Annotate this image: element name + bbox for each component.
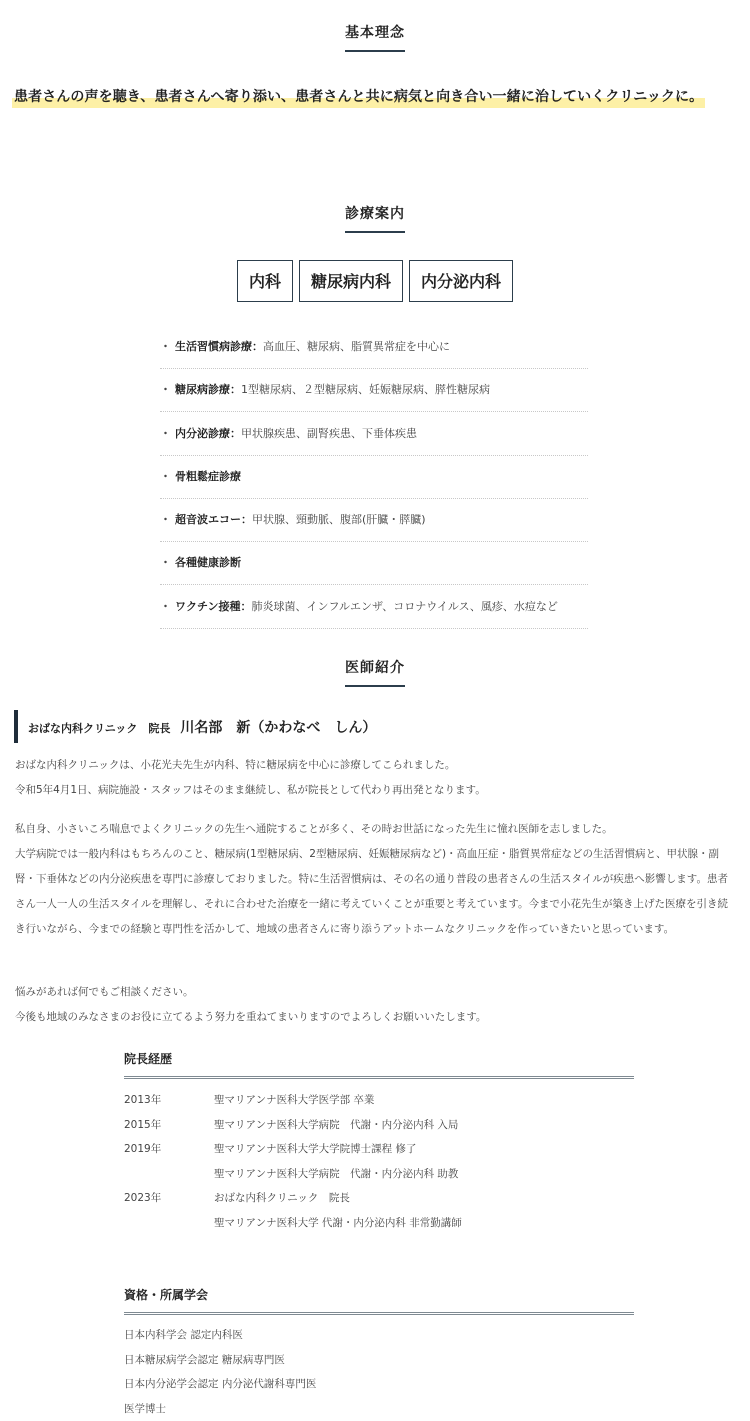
doctor-name: 川名部 新（かわなべ しん） xyxy=(180,720,376,736)
career-section xyxy=(124,1050,634,1235)
philosophy-title: 基本理念 xyxy=(0,22,750,52)
qualification-section xyxy=(124,1286,634,1421)
career-row: 2015年 聖マリアンナ医科大学病院 代謝・内分泌内科 入局 xyxy=(124,1113,634,1138)
qualification-title: 資格・所属学会 xyxy=(124,1286,634,1315)
dept-diabetes: 糖尿病内科 xyxy=(299,260,403,302)
career-row: 2019年 聖マリアンナ医科大学大学院博士課程 修了 xyxy=(124,1137,634,1162)
doctor-story xyxy=(15,817,735,942)
philosophy-text: 患者さんの声を聴き、患者さんへ寄り添い、患者さんと共に病気と向き合い一緒に治していくクリニックに。 xyxy=(12,86,705,108)
doctor-heading xyxy=(14,710,376,743)
qualification-item: 日本内科学会 認定内科医 xyxy=(124,1323,634,1348)
service-item: ・ 各種健康診断 xyxy=(160,543,588,585)
services-title: 診療案内 xyxy=(0,203,750,233)
career-row: 聖マリアンナ医科大学病院 代謝・内分泌内科 助教 xyxy=(124,1162,634,1187)
qualification-item: 日本内分泌学会認定 内分泌代謝科専門医 xyxy=(124,1372,634,1397)
story-line: 大学病院では一般内科はもちろんのこと、糖尿病(1型糖尿病、2型糖尿病、妊娠糖尿病など)・高血圧症・脂質異常症などの生活習慣病と、甲状腺・副腎・下垂体などの内分泌疾患を専門に診療しておりました。特に生活習慣病は、その名の通り普段の患者さんの生活スタイルが疾患へ影響します。患者さん一人一人の生活スタイルを理解し、それに合わせた治療を一緒に考えていくことが重要と考えています。今まで小花先生が築き上げた医療を引き続き行いながら、今までの経験と専門性を活かして、地域の患者さんに寄り添うアットホームなクリニックを作っていきたいと思っています。 xyxy=(15,842,735,942)
intro-line: おばな内科クリニックは、小花光夫先生が内科、特に糖尿病を中心に診療してこられました。 xyxy=(15,753,735,778)
career-title: 院長経歴 xyxy=(124,1050,634,1079)
career-row: 聖マリアンナ医科大学 代謝・内分泌内科 非常勤講師 xyxy=(124,1211,634,1236)
doctor-closing xyxy=(15,980,735,1030)
doctor-title: 医師紹介 xyxy=(0,657,750,687)
dept-internal-medicine: 内科 xyxy=(237,260,293,302)
dept-endocrinology: 内分泌内科 xyxy=(409,260,513,302)
closing-line: 今後も地域のみなさまのお役に立てるよう努力を重ねてまいりますのでよろしくお願いいたします。 xyxy=(15,1005,735,1030)
service-item: ・ 生活習慣病診療：高血圧、糖尿病、脂質異常症を中心に xyxy=(160,327,588,369)
service-item: ・ 骨粗鬆症診療 xyxy=(160,457,588,499)
doctor-intro xyxy=(15,753,735,803)
career-row: 2013年 聖マリアンナ医科大学医学部 卒業 xyxy=(124,1088,634,1113)
closing-line: 悩みがあれば何でもご相談ください。 xyxy=(15,980,735,1005)
intro-line: 令和5年4月1日、病院施設・スタッフはそのまま継続し、私が院長として代わり再出発となります。 xyxy=(15,778,735,803)
service-item: ・ 超音波エコー：甲状腺、頸動脈、腹部(肝臓・膵臓) xyxy=(160,500,588,542)
service-list xyxy=(160,327,588,630)
doctor-clinic-role: おばな内科クリニック 院長 xyxy=(28,722,170,735)
service-item: ・ 内分泌診療：甲状腺疾患、副腎疾患、下垂体疾患 xyxy=(160,414,588,456)
service-item: ・ ワクチン接種：肺炎球菌、インフルエンザ、コロナウイルス、風疹、水痘など xyxy=(160,587,588,629)
qualification-item: 医学博士 xyxy=(124,1397,634,1421)
service-item: ・ 糖尿病診療：1型糖尿病、２型糖尿病、妊娠糖尿病、膵性糖尿病 xyxy=(160,370,588,412)
story-line: 私自身、小さいころ喘息でよくクリニックの先生へ通院することが多く、その時お世話になった先生に憧れ医師を志しました。 xyxy=(15,817,735,842)
qualification-item: 日本糖尿病学会認定 糖尿病専門医 xyxy=(124,1348,634,1373)
department-boxes xyxy=(0,260,750,302)
career-row: 2023年 おばな内科クリニック 院長 xyxy=(124,1186,634,1211)
